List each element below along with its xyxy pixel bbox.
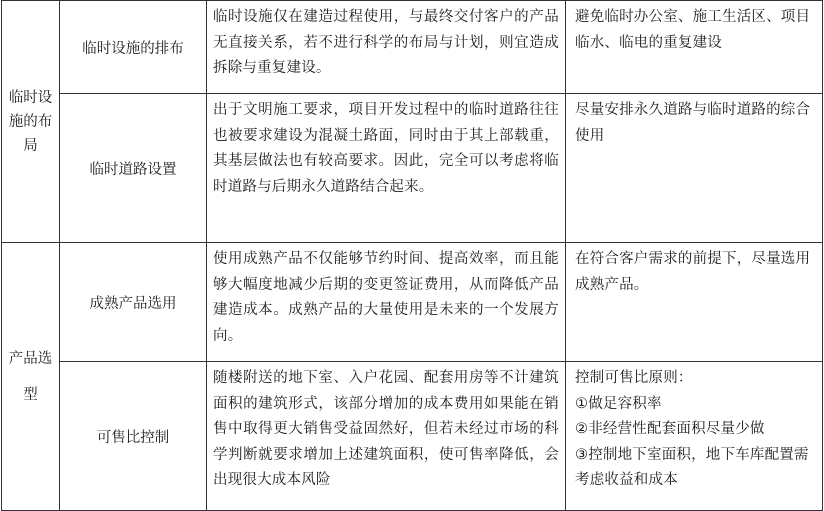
measure-cell: 尽量安排永久道路与临时道路的综合使用 — [566, 94, 823, 243]
category-cell: 产品选型 — [2, 243, 60, 511]
description-cell: 临时设施仅在建造过程使用，与最终交付客户的产品无直接关系，若不进行科学的布局与计划，则宜造成拆除与重复建设。 — [207, 1, 566, 94]
measure-line: ①做足容积率 — [575, 395, 662, 412]
item-cell: 成熟产品选用 — [60, 243, 207, 362]
measure-line: ③控制地下室面积，地下车库配置需考虑收益和成本 — [575, 446, 809, 488]
measure-cell: 避免临时办公室、施工生活区、项目临水、临电的重复建设 — [566, 1, 823, 94]
table-row — [2, 362, 823, 511]
item-cell: 临时道路设置 — [60, 94, 207, 243]
measure-line: 控制可售比原则： — [575, 370, 693, 386]
measure-line: ②非经营性配套面积尽量少做 — [575, 421, 765, 437]
cost-control-table — [1, 0, 823, 511]
item-cell: 临时设施的排布 — [60, 1, 207, 94]
description-cell: 随楼附送的地下室、入户花园、配套用房等不计建筑面积的建筑形式，该部分增加的成本费用如果能在销售中取得更大销售受益固然好，但若未经过市场的科学判断就要求增加上述建筑面积，使可售率降低，会出现很大成本风险 — [207, 362, 566, 511]
measure-cell — [566, 362, 823, 511]
table-row — [2, 1, 823, 94]
table-row — [2, 94, 823, 243]
measure-cell: 在符合客户需求的前提下，尽量选用成熟产品。 — [566, 243, 823, 362]
item-cell: 可售比控制 — [60, 362, 207, 511]
description-cell: 使用成熟产品不仅能够节约时间、提高效率，而且能够大幅度地减少后期的变更签证费用，从而降低产品建造成本。成熟产品的大量使用是未来的一个发展方向。 — [207, 243, 566, 362]
category-cell: 临时设施的布局 — [2, 1, 60, 243]
table-row — [2, 243, 823, 362]
description-cell: 出于文明施工要求，项目开发过程中的临时道路往往也被要求建设为混凝土路面，同时由于其上部载重，其基层做法也有较高要求。因此，完全可以考虑将临时道路与后期永久道路结合起来。 — [207, 94, 566, 243]
